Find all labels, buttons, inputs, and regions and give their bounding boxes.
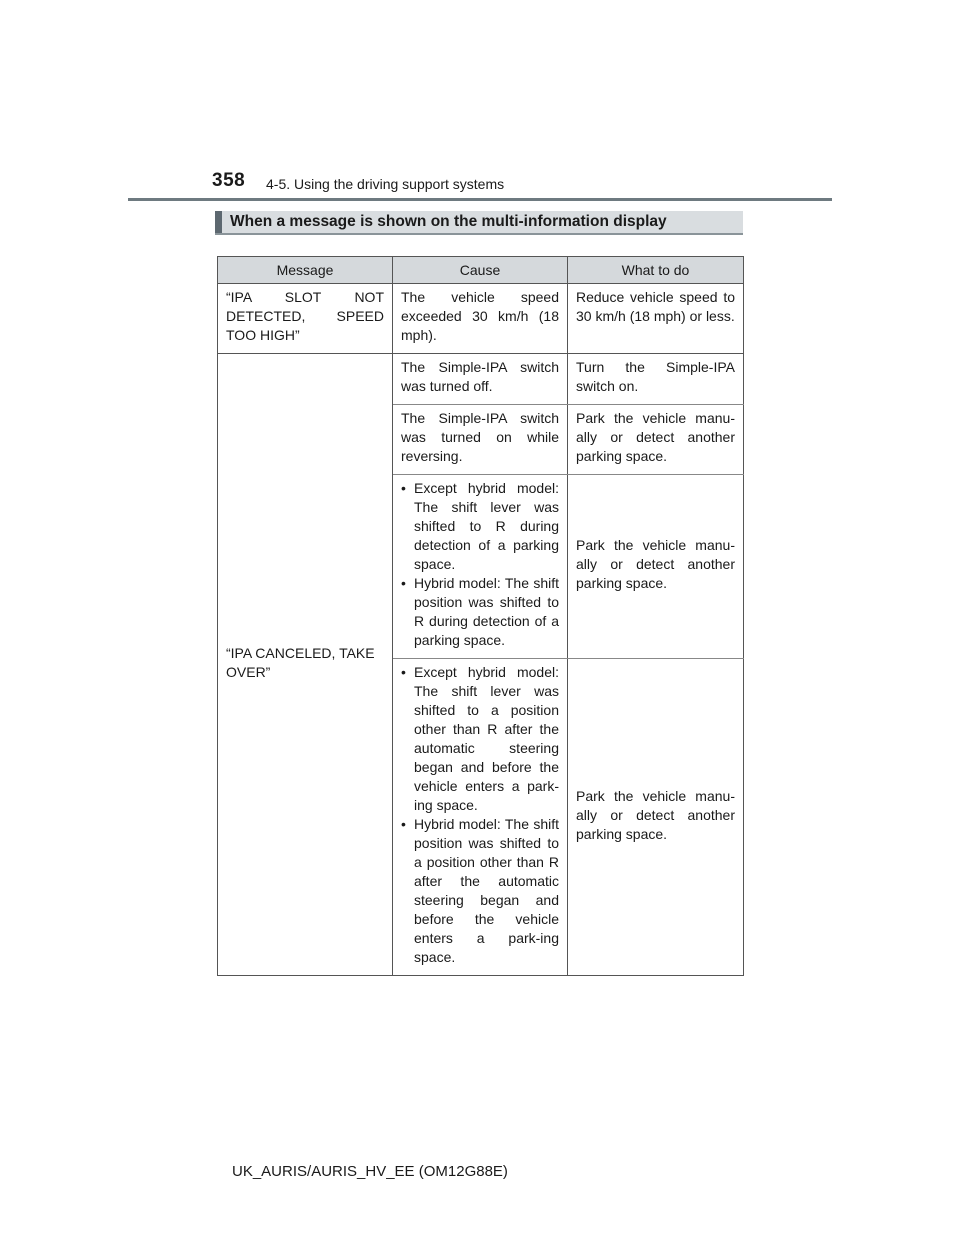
column-header-cause: Cause — [393, 257, 568, 284]
heading-accent — [215, 211, 222, 233]
action-cell: Park the vehicle manu-ally or detect another parking space. — [568, 475, 744, 659]
table-row — [218, 354, 744, 405]
column-header-action: What to do — [568, 257, 744, 284]
message-cell: “IPA SLOT NOT DETECTED, SPEED TOO HIGH” — [218, 284, 393, 354]
bullet-text: Hybrid model: The shift position was shifted to R during detection of a parking space. — [414, 575, 559, 648]
cause-cell: The Simple-IPA switch was turned on while reversing. — [393, 405, 568, 475]
message-table — [217, 256, 744, 976]
column-header-message: Message — [218, 257, 393, 284]
bullet-icon: • — [401, 816, 406, 832]
list-item — [401, 574, 559, 650]
document-code: UK_AURIS/AURIS_HV_EE (OM12G88E) — [232, 1163, 508, 1180]
action-cell: Turn the Simple-IPA switch on. — [568, 354, 744, 405]
bullet-text: Except hybrid model: The shift lever was shifted to a position other than R after the automatic steering began and before the vehicle enters a park-ing space. — [414, 664, 559, 813]
message-cell: “IPA CANCELED, TAKE OVER” — [218, 354, 393, 976]
table-row — [218, 284, 744, 354]
action-cell: Reduce vehicle speed to 30 km/h (18 mph) or less. — [568, 284, 744, 354]
page-number: 358 — [212, 170, 246, 191]
bullet-icon: • — [401, 575, 406, 591]
list-item — [401, 479, 559, 574]
list-item — [401, 663, 559, 815]
cause-bullet-list — [401, 479, 559, 650]
cause-bullet-list — [401, 663, 559, 967]
section-title: 4-5. Using the driving support systems — [266, 176, 505, 192]
list-item — [401, 815, 559, 967]
bullet-icon: • — [401, 480, 406, 496]
section-heading-bar — [215, 211, 743, 235]
bullet-text: Hybrid model: The shift position was shifted to a position other than R after the automatic steering began and before the vehicle enters a park-ing space. — [414, 816, 559, 965]
table-header-row — [218, 257, 744, 284]
cause-cell — [393, 475, 568, 659]
bullet-text: Except hybrid model: The shift lever was shifted to R during detection of a parking space. — [414, 480, 559, 572]
bullet-icon: • — [401, 664, 406, 680]
action-cell: Park the vehicle manu-ally or detect another parking space. — [568, 659, 744, 976]
cause-cell: The Simple-IPA switch was turned off. — [393, 354, 568, 405]
cause-cell — [393, 659, 568, 976]
header-divider — [128, 198, 832, 201]
cause-cell: The vehicle speed exceeded 30 km/h (18 mph). — [393, 284, 568, 354]
section-heading: When a message is shown on the multi-information display — [230, 213, 667, 230]
action-cell: Park the vehicle manu-ally or detect another parking space. — [568, 405, 744, 475]
